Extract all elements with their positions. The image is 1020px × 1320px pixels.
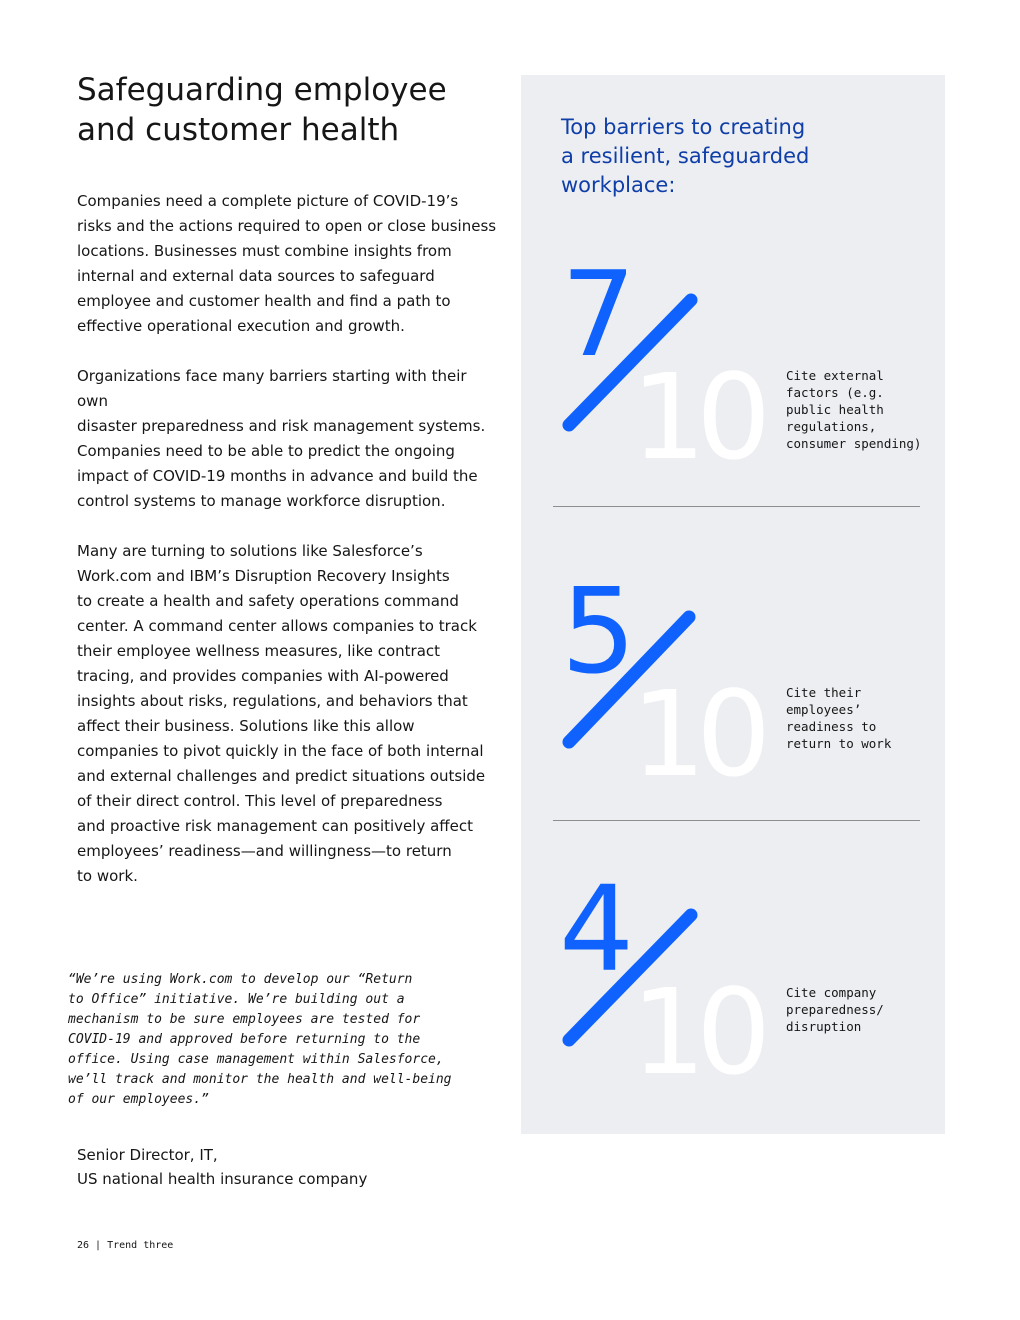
stat-numerator: 7: [561, 255, 637, 383]
divider: [553, 820, 920, 821]
stat-denominator: 10: [631, 348, 762, 475]
stat-denominator: 10: [631, 963, 762, 1090]
page-footer: [77, 1240, 173, 1251]
page-title: Safeguarding employee and customer health: [77, 72, 447, 148]
stat-description: Cite company preparedness/ disruption: [786, 985, 884, 1034]
fraction-graphic: [551, 255, 791, 475]
quote-attribution: Senior Director, IT, US national health insurance company: [77, 1146, 368, 1188]
stat-item: [521, 870, 945, 1110]
footer-separator: |: [95, 1240, 102, 1251]
stat-item: [521, 572, 945, 812]
divider: [553, 506, 920, 507]
stat-numerator: 4: [559, 870, 635, 998]
stats-panel: [521, 75, 945, 1134]
fraction-graphic: [551, 870, 791, 1090]
panel-heading: Top barriers to creating a resilient, safeguarded workplace:: [561, 115, 810, 197]
paragraph: Companies need a complete picture of COVID-19’s risks and the actions required to open or close business locations. Businesses must combine insights from internal and external data sources to safeguard employee and customer health and find a path to effective operational execution and growth.: [77, 192, 497, 335]
stat-denominator: 10: [631, 665, 762, 792]
stat-description: Cite external factors (e.g. public health regulations, consumer spending): [786, 368, 922, 451]
body-text: [77, 189, 502, 914]
paragraph: Organizations face many barriers starting with their own disaster preparedness and risk management systems. Companies need to be able to predict the ongoing impact of COVID-19 months in advance and build the control systems to manage workforce disruption.: [77, 367, 486, 510]
paragraph: Many are turning to solutions like Salesforce’s Work.com and IBM’s Disruption Recovery Insights to create a health and safety operations command center. A command center allows companies to track their employee wellness measures, like contract tracing, and provides companies with AI-powered insights about risks, regulations, and behaviors that affect their business. Solutions like this allow companies to pivot quickly in the face of both internal and external challenges and predict situations outside of their direct control. This level of preparedness and proactive risk management can positively affect employees’ readiness—and willingness—to return to work.: [77, 542, 486, 885]
stat-numerator: 5: [561, 572, 637, 700]
stat-description: Cite their employees’ readiness to return to work: [786, 685, 892, 751]
footer-section: Trend three: [107, 1240, 174, 1251]
fraction-graphic: [551, 572, 791, 792]
stat-item: [521, 255, 945, 495]
page-number: 26: [77, 1240, 90, 1251]
customer-quote: “We’re using Work.com to develop our “Return to Office” initiative. We’re building out a mechanism to be sure employees are tested for COVID-19 and approved before returning to the office. Using case management within Salesforce, we’ll track and monitor the health and well-being of our employees.”: [68, 972, 452, 1107]
